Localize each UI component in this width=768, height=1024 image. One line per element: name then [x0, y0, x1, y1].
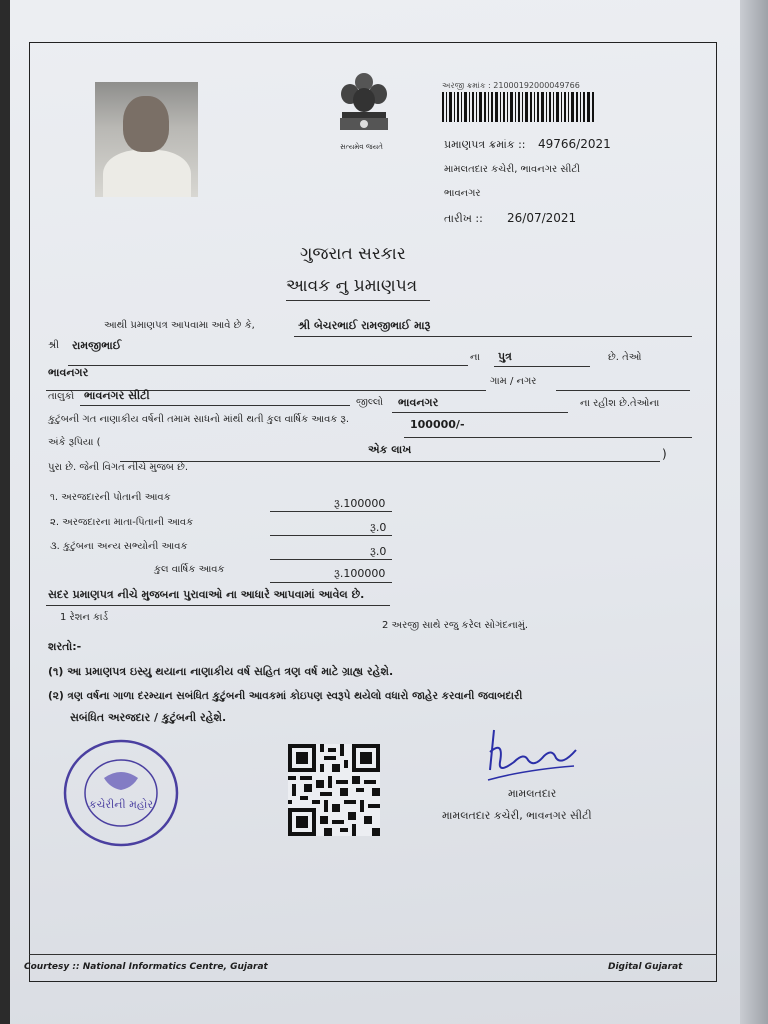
village: ભાવનગર — [48, 366, 89, 379]
taluka: ભાવનગર સીટી — [84, 389, 150, 402]
intro-text: આથી પ્રમાણપત્ર આપવામા આવે છે કે, — [104, 320, 255, 331]
footer-courtesy: Courtesy :: National Informatics Centre, Gujarat — [24, 962, 268, 972]
income-row-2-label: ૨. અરજદારના માતા-પિતાની આવક — [50, 517, 194, 528]
district: ભાવનગર — [398, 396, 439, 409]
income-row-2-value: રૂ.0 — [370, 521, 387, 534]
issuing-city: ભાવનગર — [444, 188, 481, 199]
condition-1: (૧) આ પ્રમાણપત્ર ઇસ્યુ થયાના નાણાકીય વર્ષ સહિત ત્રણ વર્ષ માટે ગ્રાહ્ય રહેશે. — [48, 665, 394, 678]
signatory-designation: મામલતદાર — [508, 787, 557, 800]
words-line — [120, 461, 660, 462]
name-prefix: શ્રી — [48, 340, 60, 351]
issuing-office: મામલતદાર કચેરી, ભાવનગર સીટી — [444, 164, 581, 175]
income-sentence: કુટુંબની ગત નાણાકીય વર્ષની તમામ સાધનો માંથી થતી કુલ વાર્ષિક આવક રૂ. — [48, 414, 350, 425]
resident-text: ના રહીશ છે.તેઓના — [580, 398, 660, 409]
document-title: આવક નુ પ્રમાણપત્ર — [286, 276, 418, 296]
seal-text: કચેરીની મહોર — [88, 798, 154, 811]
signature-icon — [484, 722, 584, 784]
income-amount: 100000/- — [410, 418, 465, 431]
background-edge — [740, 0, 768, 1024]
relation-line — [494, 366, 590, 367]
income-row-1-value: રૂ.100000 — [334, 497, 386, 510]
footer-divider — [29, 954, 717, 955]
income-row-3-line — [270, 559, 392, 560]
certificate-number-label: પ્રમાણપત્ર ક્રમાંક :: — [444, 138, 526, 151]
taluka-label: તાલુકો — [48, 391, 75, 402]
district-line — [392, 412, 568, 413]
they-text: છે. તેઓ — [608, 352, 642, 363]
signatory-office: મામલતદાર કચેરી, ભાવનગર સીટી — [442, 809, 592, 822]
income-words: એક લાખ — [368, 443, 412, 456]
income-row-3-label: ૩. કુટુંબના અન્ય સભ્યોની આવક — [50, 541, 188, 552]
words-suffix: ) — [662, 447, 667, 461]
income-row-2-line — [270, 535, 392, 536]
applicant-photo — [95, 82, 198, 197]
district-label: જીલ્લો — [356, 397, 384, 408]
na-text: ના — [470, 352, 480, 363]
total-income-line — [270, 582, 392, 583]
evidence-item-1: 1 રેશન કાર્ડ — [60, 612, 109, 623]
signature-text: Khbegerae — [498, 752, 504, 753]
father-line — [68, 365, 468, 366]
application-number: અરજી ક્રમાંક : 21000192000049766 — [442, 81, 580, 90]
date-label: તારીખ :: — [444, 212, 483, 225]
conditions-heading: શરતો:- — [48, 640, 82, 653]
taluka-line — [80, 405, 350, 406]
details-text: પુરા છે. જેની વિગત નીચે મુજબ છે. — [48, 462, 189, 473]
father-name: રામજીભાઈ — [72, 339, 122, 352]
income-row-1-label: ૧. અરજદારની પોતાની આવક — [50, 492, 171, 503]
national-emblem-icon — [330, 70, 398, 154]
relation: પુત્ર — [498, 350, 512, 363]
name-line — [294, 336, 692, 337]
government-title: ગુજરાત સરકાર — [300, 244, 406, 264]
village-label: ગામ / નગર — [490, 376, 537, 387]
total-income-value: રૂ.100000 — [334, 567, 386, 580]
condition-2-cont: સબંધિત અરજદાર / કુટુંબની રહેશે. — [70, 711, 227, 724]
words-prefix: અંકે રૂપિયા ( — [48, 437, 101, 448]
footer-digital-gujarat: Digital Gujarat — [608, 962, 683, 972]
issue-date: 26/07/2021 — [507, 211, 577, 225]
condition-2: (૨) ત્રણ વર્ષના ગાળા દરમ્યાન સબંધિત કુટુંબની આવકમાં કોઇપણ સ્વરૂપે થયેલો વધારો જાહેર કરવાની જવાબદારી — [48, 690, 523, 702]
certificate-number: 49766/2021 — [538, 137, 611, 151]
income-row-1-line — [270, 511, 392, 512]
income-line — [404, 437, 692, 438]
applicant-name: શ્રી બેચરભાઈ રામજીભાઈ મારૂ — [298, 319, 431, 332]
evidence-heading: સદર પ્રમાણપત્ર નીચે મુજબના પુરાવાઓ ના આધારે આપવામાં આવેલ છે. — [48, 588, 365, 601]
title-underline — [286, 300, 430, 301]
total-income-label: કુલ વાર્ષિક આવક — [154, 564, 225, 575]
village-blank-line — [556, 390, 690, 391]
barcode-icon — [442, 92, 594, 122]
emblem-caption: સત્યમેવ જયતે — [340, 143, 383, 151]
qr-code-icon — [288, 744, 380, 836]
office-seal-icon — [62, 738, 180, 848]
evidence-item-2: 2 અરજી સાથે રજુ કરેલ સોગંદનામું. — [382, 620, 529, 631]
evidence-underline — [46, 605, 390, 606]
income-row-3-value: રૂ.0 — [370, 545, 387, 558]
